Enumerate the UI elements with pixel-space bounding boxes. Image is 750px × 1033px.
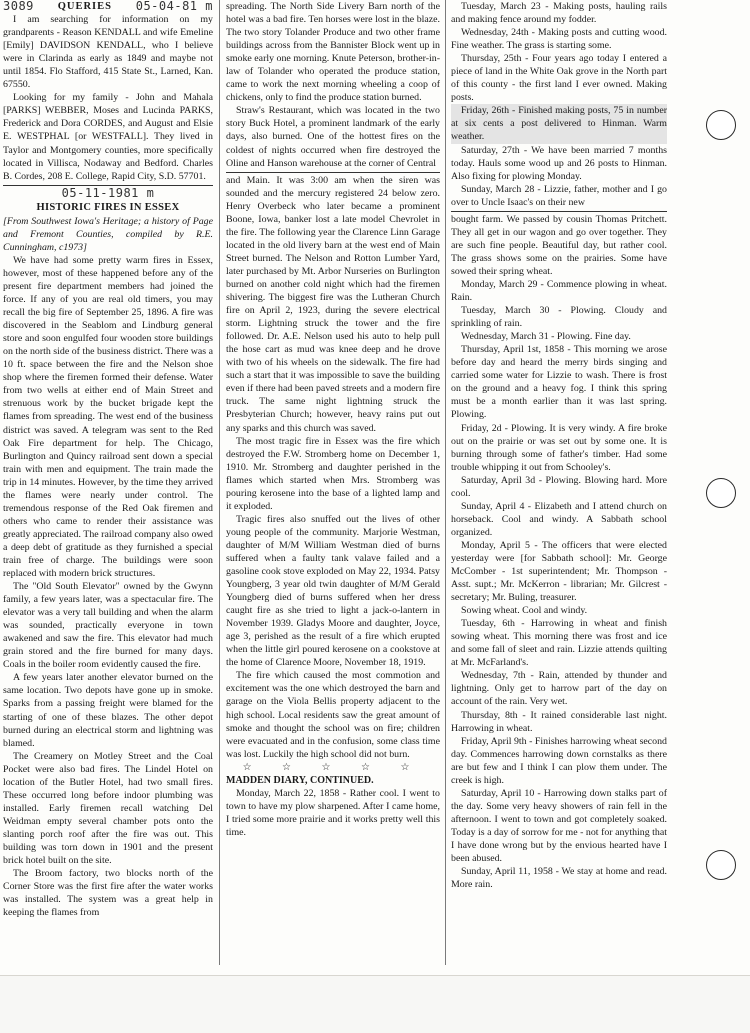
- query-paragraph: I am searching for information on my grandparents - Reason KENDALL and wife Emeline [Emily] DAVIDSON KENDALL, who I believe were in Clarinda as early as 1849 and maybe not until 1854. Flo Stafford, 415 State St., Larned, Kan. 67550.: [3, 14, 213, 91]
- article-title: HISTORIC FIRES IN ESSEX: [36, 201, 180, 213]
- diary-heading: MADDEN DIARY, CONTINUED.: [226, 774, 374, 786]
- article-paragraph: The fire which caused the most commotion and excitement was the one which destroyed the barn and garage on the Viola Bellis property adjacent to the high school. Local residents saw the great amount of smoke and thought the school was on fire; children were evacuated and in the confusion, some class time was lost. Luckily the high school did not burn.: [226, 670, 440, 760]
- diary-entry: Wednesday, March 31 - Plowing. Fine day.: [461, 331, 631, 343]
- diary-entry: Friday, 26th - Finished making posts, 75 in number at six cents a post delivered to Hinman. Warm weather.: [451, 105, 667, 143]
- diary-entry: Sunday, March 28 - Lizzie, father, mother and I go over to Uncle Isaac's on their new: [451, 183, 667, 208]
- diary-entry: Tuesday, March 30 - Plowing. Cloudy and sprinkling of rain.: [451, 305, 667, 330]
- queries-heading: QUERIES: [57, 1, 112, 12]
- page-bottom-margin: [0, 976, 750, 1033]
- column-rule: [219, 0, 220, 965]
- article-date-line: [3, 187, 213, 200]
- article-paragraph: A few years later another elevator burned on the same location. Two depots have gone up in smoke. Sparks from a passing freight were blamed for the starting of one of these blazes. The other depot burned during an electrical storm and lightning was blamed.: [3, 672, 213, 749]
- diary-entry: bought farm. We passed by cousin Thomas Pritchett. They all get in our wagon and go over together. They are such fine people. Beautiful day, but rather cool. The grass shows some on the prairies. Some have sowed their spring wheat.: [451, 213, 667, 277]
- punch-hole: [706, 478, 736, 508]
- diary-entry: Thursday, 8th - It rained considerable last night. Harrowing in wheat.: [451, 709, 667, 734]
- diary-entry: Saturday, 27th - We have been married 7 months today. Hauls some wood up and 26 posts to Hinman. Also fixing for plowing Monday.: [451, 144, 667, 182]
- diary-entry: Monday, April 5 - The officers that were elected yesterday were [for Sabbath school]: Mr. George McComber - 1st superintendent; Mr. Thompson - Asst. supt.; Mr. McKerron - librarian; Mr. Gilcrest - secretary; Mr. Buling, treasurer.: [451, 539, 667, 604]
- star-separator: ☆ ☆ ☆ ☆ ☆: [242, 761, 424, 773]
- diary-entry: Wednesday, 7th - Rain, attended by thunder and lightning. Only get to harrow part of the day on account of the rain. Very wet.: [451, 670, 667, 708]
- diary-entry: Sunday, April 4 - Elizabeth and I attend church on horseback. Cool and windy. A Sabbath school organized.: [451, 500, 667, 538]
- diary-entry: Friday, 2d - Plowing. It is very windy. A fire broke out on the prairie or was set out by some one. It is burning through some of father's timber. Had some trouble whipping it out from Schooley's.: [451, 422, 667, 473]
- queries-header-line: [3, 0, 213, 13]
- article-paragraph: We have had some pretty warm fires in Essex, however, most of these happened before any of the present fire department members had joined the force. If any of you are real old timers, you may recall the big fire of September 25, 1896. A fire was discovered in the Seablom and Lindburg general store and soon engulfed four wooden store buildings on the north side of the business district. There was a 10 ft. space between the fire and the Nelson shoe shop where the firemen formed their defense. Water from two wells at either end of Main Street and strenuous work by the bucket brigade kept the flames from spreading. The west end of the business district was saved. A telegram was sent to the Red Oak Fire department for help. The Chicago, Burlington and Quincy railroad sent down a special train with men and equipment. The train made the trip in 14 minutes. However, by the time they arrived the flames were nearly under control. The tremendous response of the Red Oak firemen and others who came to render their assistance was greatly appreciated. The railroad company also owed a deep debt of gratitude as they furnished a special train free of charge. The buildings were soon replaced with modern brick structures.: [3, 254, 213, 580]
- diary-entry: Friday, April 9th - Finishes harrowing wheat second day. Commences harrowing down cornstalks as there are but few and I think I can plow them under. The creek is high.: [451, 735, 667, 786]
- diary-entry: Tuesday, March 23 - Making posts, hauling rails and making fence around my fodder.: [451, 1, 667, 26]
- diary-entry: Sunday, April 11, 1958 - We stay at home and read. More rain.: [451, 866, 667, 891]
- handwritten-article-date: 05-11-1981 m: [61, 185, 155, 200]
- section-divider: [226, 172, 440, 173]
- diary-entry: Sowing wheat. Cool and windy.: [461, 605, 588, 617]
- diary-entry: Saturday, April 3d - Plowing. Blowing hard. More cool.: [451, 474, 667, 499]
- handwritten-page-number: 3089: [3, 0, 34, 13]
- article-source: [From Southwest Iowa's Heritage; a history of Page and Fremont Counties, compiled by R.E. Cunningham, c1973]: [3, 215, 213, 253]
- article-paragraph: and Main. It was 3:00 am when the siren was sounded and the mercury registered 24 below zero. Henry Overbeck who later became a prominent Boone, Iowa, banker lost a late model Chevrolet in the fire. The following year the Clarence Linn Garage located in the old livery barn at the west end of Main Street burned. The Nelson and Rotton Lumber Yard, later purchased by Mt. Arbor Nurseries on Burlington burned on another cold night which had the firemen shivering. The biggest fire was the Lutheran Church fire on April 2, 1923, during the severe electrical storm. Lightning struck the tower and the fire followed. Dr. A.E. Nelson used his auto to help pull the hose cart as mud was knee deep and he drove with two of his wheels on the sidewalk. The fire had such a start that it was impossible to save the building even if there had been paved streets and a modern fire truck. The same night lightning struck the Presbyterian Church; however, heavy rains put out any sparks and this church was saved.: [226, 174, 440, 434]
- diary-entry: Tuesday, 6th - Harrowing in wheat and finish sowing wheat. This morning there was frost and ice and some fall of sleet and rain. Lizzie attends quilting at Mr. McFarland's.: [451, 618, 667, 669]
- diary-entry: Monday, March 22, 1858 - Rather cool. I went to town to have my plow sharpened. After I came home, I tried some more prairie and it works pretty well this time.: [226, 787, 440, 838]
- diary-entry: Monday, March 29 - Commence plowing in wheat. Rain.: [451, 278, 667, 304]
- article-paragraph: The most tragic fire in Essex was the fire which destroyed the F.W. Stromberg home on December 1, 1910. Mr. Stromberg and daughter perished in the flames which started when Mrs. Stromberg was pouring kerosene into the base of a lighted lamp and it exploded.: [226, 435, 440, 512]
- diary-entry: Thursday, 25th - Four years ago today I entered a piece of land in the White Oak grove in the North part of this county - the first land I ever owned. Making posts.: [451, 53, 667, 104]
- article-paragraph: The Creamery on Motley Street and the Coal Pocket were also bad fires. The Lindel Hotel on location of the Butler Hotel, had two small fires. These occurred long before indoor plumbing was installed. Early firemen recall watching Del Weidman empty several chamber pots onto the slanting porch roof after the fire was out. This building was torn down in 1901 and the present brick hotel built on the site.: [3, 750, 213, 867]
- section-divider: [451, 211, 667, 212]
- article-paragraph: Tragic fires also snuffed out the lives of other young people of the community. Marjorie Westman, daughter of M/M William Westman died of burns suffered when a faulty tank valave failed and a gasoline cook stove exploded on May 22, 1934. Patsy Youngberg, 3 year old twin daughter of M/M Gerald Youngberg died of burns suffered when her dress caught fire as she tried to light a jack-o-lantern in November 1939. Gladys Moore and daughter, Joyce, age 3, perished as the result of a fire which erupted when the little girl poured kerosene on a cookstove at the home of Clarence Moore, November 18, 1919.: [226, 513, 440, 669]
- handwritten-queries-date: 05-04-81 m: [135, 0, 213, 13]
- diary-entry: Wednesday, 24th - Making posts and cutting wood. Fine weather. The grass is starting some.: [451, 27, 667, 52]
- query-paragraph: Looking for my family - John and Mahala [PARKS] WEBBER, Moses and Lucinda PARKS, Frederick and Dora CORDES, and August and Elsie E. WESTPHAL [or WESTFALL]. They lived in Taylor and Montgomery counties, more specifically located in Villisca, Nodaway and Bedford. Charles B. Cordes, 208 E. College, Rapid City, S.D. 57701.: [3, 92, 213, 182]
- article-paragraph: Straw's Restaurant, which was located in the two story Buck Hotel, a prominent landmark of the early days, also burned. One of the hottest fires on the coldest of nights occurred when fire destroyed the Oline and Hanson warehouse at the corner of Central: [226, 105, 440, 169]
- column-rule: [445, 0, 446, 965]
- column-queries-and-fires: [3, 0, 213, 975]
- column-madden-diary: [451, 0, 667, 975]
- punch-hole: [706, 110, 736, 140]
- article-paragraph: The "Old South Elevator" owned by the Gwynn family, a few years later, was a spectacular fire. The elevator was a very tall building and when the alarm was sounded, practically everyone in town awakened and saw the fire. This elevator had much grain stored and the fire burned for many days. Coals in the boiler room evidently caused the fire.: [3, 581, 213, 671]
- article-paragraph: The Broom factory, two blocks north of the Corner Store was the first fire after the water works was installed. The system was a great help in keeping the flames from: [3, 868, 213, 919]
- article-paragraph: spreading. The North Side Livery Barn north of the hotel was a bad fire. Ten horses were lost in the blaze. The two story Tolander Produce and two other frame buildings across from the Bannister Block went up in smoke early one morning. Knute Peterson, brother-in-law of Tolander who operated the produce station, came to work the next morning wheeling a coop of chickens, only to find the produce station burned.: [226, 1, 440, 104]
- punch-hole: [706, 850, 736, 880]
- diary-entry: Thursday, April 1st, 1858 - This morning we arose before day and heard the merry birds singing and carried some water for Lizzie to wash. There is frost on the ground and a heavy fog. I think this spring must be a month earlier than it was last spring. Plowing.: [451, 344, 667, 421]
- column-fires-continued: [226, 0, 440, 975]
- diary-entry: Saturday, April 10 - Harrowing down stalks part of the day. Some very heavy showers of rain fell in the afternoon. I went to town and got completely soaked. Today is a day of sorrow for me - not for anything that I have done wrong but by the envious hearted have I been abused.: [451, 787, 667, 865]
